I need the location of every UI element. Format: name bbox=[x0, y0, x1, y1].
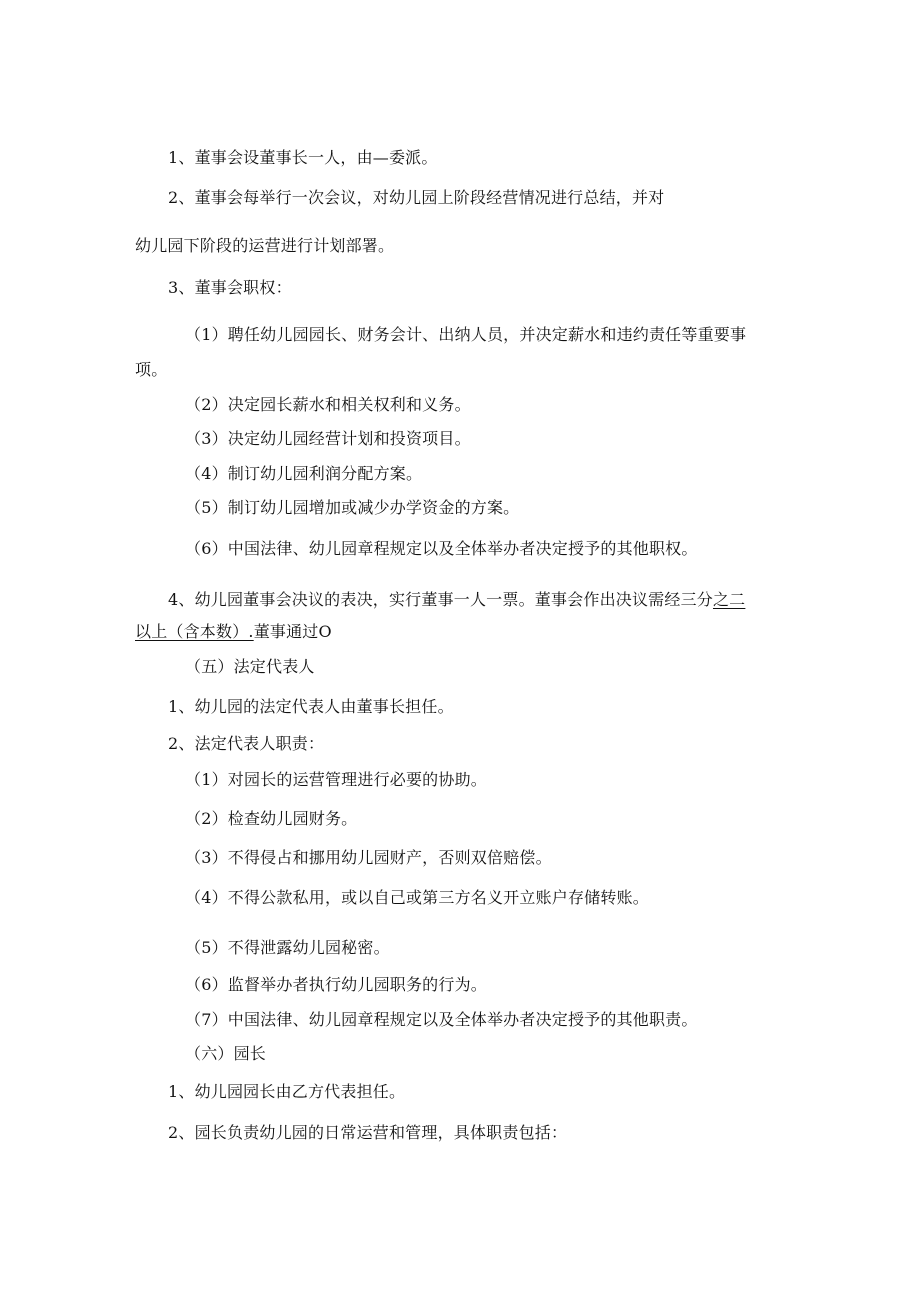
voting-rule-text: 4、幼儿园董事会决议的表决，实行董事一人一票。董事会作出决议需经三分 bbox=[168, 590, 713, 609]
legal-rep-duty: （6）监督举办者执行幼儿园职务的行为。 bbox=[185, 975, 487, 994]
board-item-2-continued: 幼儿园下阶段的运营进行计划部署。 bbox=[135, 236, 395, 255]
principal-item-2: 2、园长负责幼儿园的日常运营和管理，具体职责包括： bbox=[168, 1123, 568, 1142]
board-power-4: （4）制订幼儿园利润分配方案。 bbox=[185, 464, 423, 483]
section-6-heading: （六）园长 bbox=[185, 1044, 267, 1063]
voting-rule-line-1 bbox=[168, 590, 745, 610]
voting-rule-underlined-fraction: 之二 bbox=[712, 590, 746, 609]
section-5-heading: （五）法定代表人 bbox=[185, 657, 315, 676]
voting-rule-underlined-quorum: 以上（含本数）. bbox=[135, 622, 254, 641]
principal-item-1: 1、幼儿园园长由乙方代表担任。 bbox=[168, 1082, 406, 1101]
board-item-3: 3、董事会职权： bbox=[168, 278, 292, 297]
legal-rep-item-2: 2、法定代表人职责： bbox=[168, 734, 325, 753]
legal-rep-item-1: 1、幼儿园的法定代表人由董事长担任。 bbox=[168, 697, 454, 716]
voting-rule-line-2 bbox=[135, 622, 332, 642]
board-power-5: （5）制订幼儿园增加或减少办学资金的方案。 bbox=[185, 498, 520, 517]
legal-rep-duty: （3）不得侵占和挪用幼儿园财产，否则双倍赔偿。 bbox=[185, 848, 552, 867]
voting-rule-tail: 董事通过O bbox=[253, 622, 332, 641]
legal-rep-duty: （2）检查幼儿园财务。 bbox=[185, 809, 358, 828]
board-power-1-continued: 项。 bbox=[135, 360, 168, 379]
board-power-6: （6）中国法律、幼儿园章程规定以及全体举办者决定授予的其他职权。 bbox=[185, 539, 698, 558]
board-item-1: 1、董事会设董事长一人，由—委派。 bbox=[168, 148, 438, 167]
board-power-3: （3）决定幼儿园经营计划和投资项目。 bbox=[185, 429, 471, 448]
legal-rep-duty: （4）不得公款私用，或以自己或第三方名义开立账户存储转账。 bbox=[185, 888, 649, 907]
legal-rep-duty: （5）不得泄露幼儿园秘密。 bbox=[185, 938, 390, 957]
board-power-1: （1）聘任幼儿园园长、财务会计、出纳人员，并决定薪水和违约责任等重要事 bbox=[185, 325, 747, 344]
legal-rep-duty: （1）对园长的运营管理进行必要的协助。 bbox=[185, 770, 487, 789]
legal-rep-duty: （7）中国法律、幼儿园章程规定以及全体举办者决定授予的其他职责。 bbox=[185, 1010, 698, 1029]
board-power-2: （2）决定园长薪水和相关权利和义务。 bbox=[185, 395, 471, 414]
board-item-2: 2、董事会每举行一次会议，对幼儿园上阶段经营情况进行总结，并对 bbox=[168, 188, 665, 207]
